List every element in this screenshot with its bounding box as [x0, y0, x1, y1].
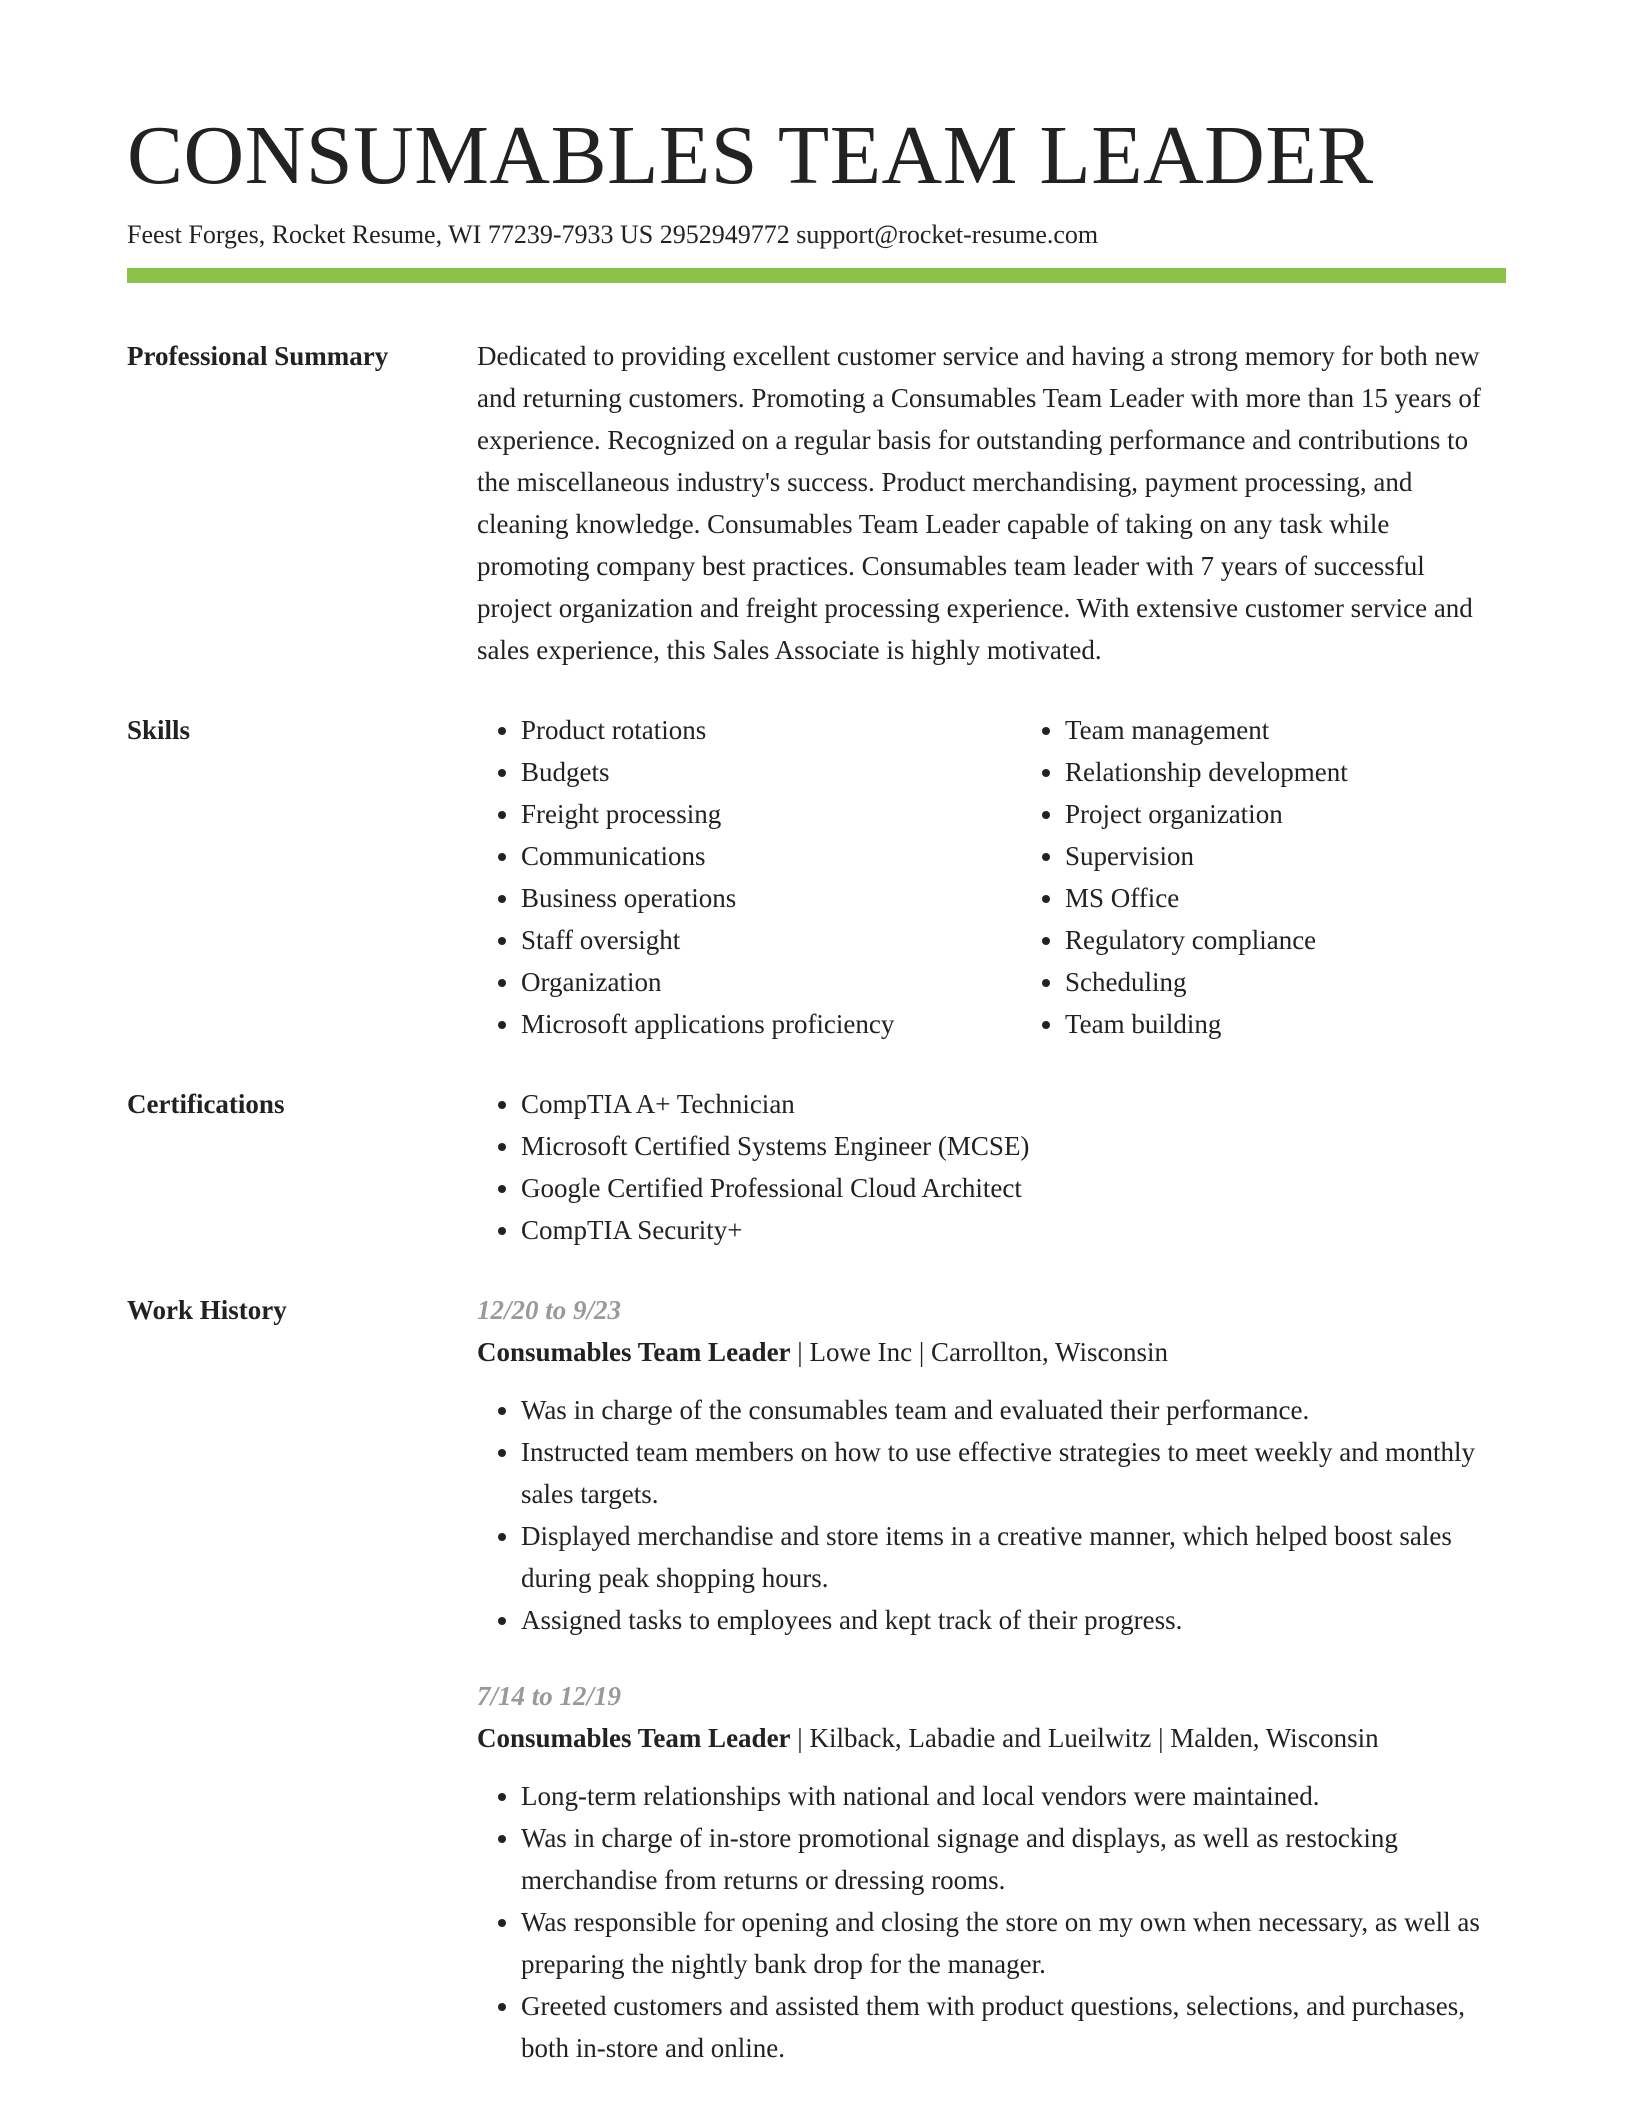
- list-item: • Microsoft applications proficiency: [521, 1003, 1021, 1045]
- skills-heading: Skills: [127, 715, 191, 745]
- certifications-section: [127, 1083, 1506, 1251]
- certifications-heading: Certifications: [127, 1089, 285, 1119]
- summary-section: [127, 335, 1506, 671]
- list-item: • Organization: [521, 961, 1021, 1003]
- list-item: • Greeted customers and assisted them with product questions, selections, and purchases, both in-store and online.: [521, 1985, 1506, 2069]
- job-header: [477, 1717, 1506, 1759]
- summary-text: Dedicated to providing excellent customer service and having a strong memory for both new and returning customers. Promoting a Consumables Team Leader with more than 15 years of experience. Recognized on a regular basis for outstanding performance and contributions to the miscellaneous industry's success. Product merchandising, payment processing, and cleaning knowledge. Consumables Team Leader capable of taking on any task while promoting company best practices. Consumables team leader with 7 years of successful project organization and freight processing experience. With extensive customer service and sales experience, this Sales Associate is highly motivated.: [477, 341, 1481, 665]
- list-item: • Staff oversight: [521, 919, 1021, 961]
- list-item: • Freight processing: [521, 793, 1021, 835]
- list-item: • Displayed merchandise and store items in a creative manner, which helped boost sales during peak shopping hours.: [521, 1515, 1506, 1599]
- list-item: • Budgets: [521, 751, 1021, 793]
- job-title: Consumables Team Leader: [477, 1337, 791, 1367]
- list-item: • Communications: [521, 835, 1021, 877]
- job-details: | Lowe Inc | Carrollton, Wisconsin: [790, 1337, 1168, 1367]
- skills-list-left: [477, 709, 1021, 1045]
- contact-info: Feest Forges, Rocket Resume, WI 77239-7933 US 2952949772 support@rocket-resume.com: [127, 220, 1099, 249]
- job-entry: [477, 1289, 1506, 1641]
- skills-body: [477, 709, 1506, 1045]
- list-item: • Google Certified Professional Cloud Architect: [521, 1167, 1506, 1209]
- list-item: • Relationship development: [1065, 751, 1506, 793]
- list-item: • Was in charge of in-store promotional signage and displays, as well as restocking merchandise from returns or dressing rooms.: [521, 1817, 1506, 1901]
- certifications-list: [477, 1083, 1506, 1251]
- list-item: • CompTIA Security+: [521, 1209, 1506, 1251]
- list-item: • Was responsible for opening and closing the store on my own when necessary, as well as preparing the nightly bank drop for the manager.: [521, 1901, 1506, 1985]
- skills-section: [127, 709, 1506, 1045]
- job-date: 12/20 to 9/23: [477, 1295, 622, 1325]
- list-item: • Team management: [1065, 709, 1506, 751]
- job-title: Consumables Team Leader: [477, 1723, 791, 1753]
- list-item: • Instructed team members on how to use effective strategies to meet weekly and monthly sales targets.: [521, 1431, 1506, 1515]
- summary-heading: Professional Summary: [127, 341, 389, 371]
- list-item: • Business operations: [521, 877, 1021, 919]
- skills-list-right: [1021, 709, 1506, 1045]
- accent-divider: [127, 268, 1506, 283]
- job-details: | Kilback, Labadie and Lueilwitz | Malden, Wisconsin: [790, 1723, 1379, 1753]
- list-item: • Scheduling: [1065, 961, 1506, 1003]
- list-item: • Long-term relationships with national and local vendors were maintained.: [521, 1775, 1506, 1817]
- certifications-body: [477, 1083, 1506, 1251]
- work-history-body: [477, 1289, 1506, 2103]
- summary-body: [477, 335, 1506, 671]
- list-item: • MS Office: [1065, 877, 1506, 919]
- list-item: • Was in charge of the consumables team and evaluated their performance.: [521, 1389, 1506, 1431]
- list-item: • Assigned tasks to employees and kept track of their progress.: [521, 1599, 1506, 1641]
- job-entry: [477, 1675, 1506, 2069]
- list-item: • Team building: [1065, 1003, 1506, 1045]
- list-item: • Project organization: [1065, 793, 1506, 835]
- page-title: CONSUMABLES TEAM LEADER: [127, 109, 1374, 202]
- job-bullets: [477, 1775, 1506, 2069]
- list-item: • Product rotations: [521, 709, 1021, 751]
- list-item: • Supervision: [1065, 835, 1506, 877]
- work-history-heading: Work History: [127, 1295, 287, 1325]
- list-item: • Microsoft Certified Systems Engineer (MCSE): [521, 1125, 1506, 1167]
- job-bullets: [477, 1389, 1506, 1641]
- work-history-section: [127, 1289, 1506, 2103]
- job-date: 7/14 to 12/19: [477, 1681, 622, 1711]
- list-item: • CompTIA A+ Technician: [521, 1083, 1506, 1125]
- job-header: [477, 1331, 1506, 1373]
- list-item: • Regulatory compliance: [1065, 919, 1506, 961]
